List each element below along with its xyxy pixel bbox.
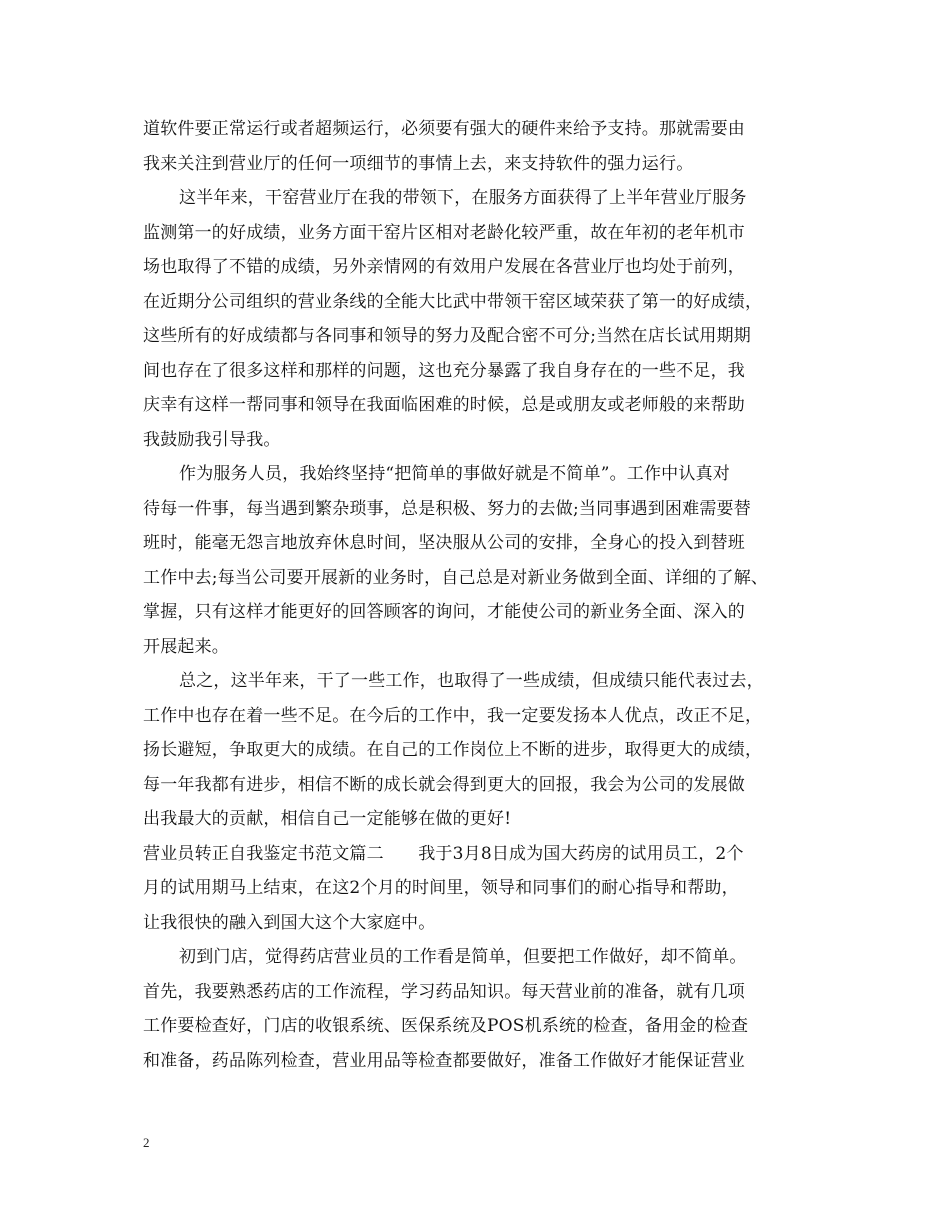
text-line: 首先，我要熟悉药店的工作流程，学习药品知识。每天营业前的准备，就有几项 xyxy=(143,981,745,1002)
text-line: 在近期分公司组织的营业条线的全能大比武中带领干窑区域荣获了第一的好成绩， xyxy=(143,291,763,312)
text-line: 出我最大的贡献，相信自己一定能够在做的更好! xyxy=(143,809,512,829)
section-heading-line: 营业员转正自我鉴定书范文篇二 我于3月8日成为国大药房的试用员工，2个 xyxy=(143,843,744,864)
text-line: 待每一件事，每当遇到繁杂琐事，总是积极、努力的去做;当同事遇到困难需要替 xyxy=(143,498,751,519)
text-line: 工作要检查好，门店的收银系统、医保系统及POS机系统的检查，备用金的检查 xyxy=(143,1016,749,1036)
text-line: 我鼓励我引导我。 xyxy=(143,429,281,450)
text-line: 场也取得了不错的成绩，另外亲情网的有效用户发展在各营业厅也均处于前列， xyxy=(143,257,745,277)
text-line: 开展起来。 xyxy=(143,636,229,657)
paragraph-start-line: 这半年来，干窑营业厅在我的带领下，在服务方面获得了上半年营业厅服务 xyxy=(179,188,747,208)
page-number: 2 xyxy=(143,1135,150,1150)
text-line: 道软件要正常运行或者超频运行，必须要有强大的硬件来给予支持。那就需要由 xyxy=(143,119,745,139)
text-line: 和准备，药品陈列检查，营业用品等检查都要做好，准备工作做好才能保证营业 xyxy=(143,1050,745,1071)
paragraph-start-line: 作为服务人员，我始终坚持“把简单的事做好就是不简单”。工作中认真对 xyxy=(179,464,730,484)
text-line: 这些所有的好成绩都与各同事和领导的努力及配合密不可分;当然在店长试用期期 xyxy=(143,326,751,346)
text-line: 让我很快的融入到国大这个大家庭中。 xyxy=(143,912,436,933)
text-line: 间也存在了很多这样和那样的问题，这也充分暴露了我自身存在的一些不足，我 xyxy=(143,360,745,381)
text-line: 我来关注到营业厅的任何一项细节的事情上去，来支持软件的强力运行。 xyxy=(143,153,694,174)
text-line: 工作中也存在着一些不足。在今后的工作中，我一定要发扬本人优点，改正不足， xyxy=(143,705,763,726)
text-line: 监测第一的好成绩，业务方面干窑片区相对老龄化较严重，故在年初的老年机市 xyxy=(143,222,745,243)
text-line: 月的试用期马上结束，在这2个月的时间里，领导和同事们的耐心指导和帮助， xyxy=(143,878,739,898)
paragraph-start-line: 初到门店，觉得药店营业员的工作看是简单，但要把工作做好，却不简单。 xyxy=(179,947,747,967)
text-line: 班时，能毫无怨言地放弃休息时间，坚决服从公司的安排，全身心的投入到替班 xyxy=(143,533,745,553)
paragraph-start-line: 总之，这半年来，干了一些工作，也取得了一些成绩，但成绩只能代表过去， xyxy=(179,671,764,691)
document-body xyxy=(143,112,823,1078)
text-line: 每一年我都有进步，相信不断的成长就会得到更大的回报，我会为公司的发展做 xyxy=(143,774,745,795)
text-line: 扬长避短，争取更大的成绩。在自己的工作岗位上不断的进步，取得更大的成绩， xyxy=(143,740,763,760)
text-line: 庆幸有这样一帮同事和领导在我面临困难的时候，总是或朋友或老师般的来帮助 xyxy=(143,395,745,415)
text-line: 工作中去;每当公司要开展新的业务时，自己总是对新业务做到全面、详细的了解、 xyxy=(143,567,769,588)
text-line: 掌握，只有这样才能更好的回答顾客的询问，才能使公司的新业务全面、深入的 xyxy=(143,602,745,622)
